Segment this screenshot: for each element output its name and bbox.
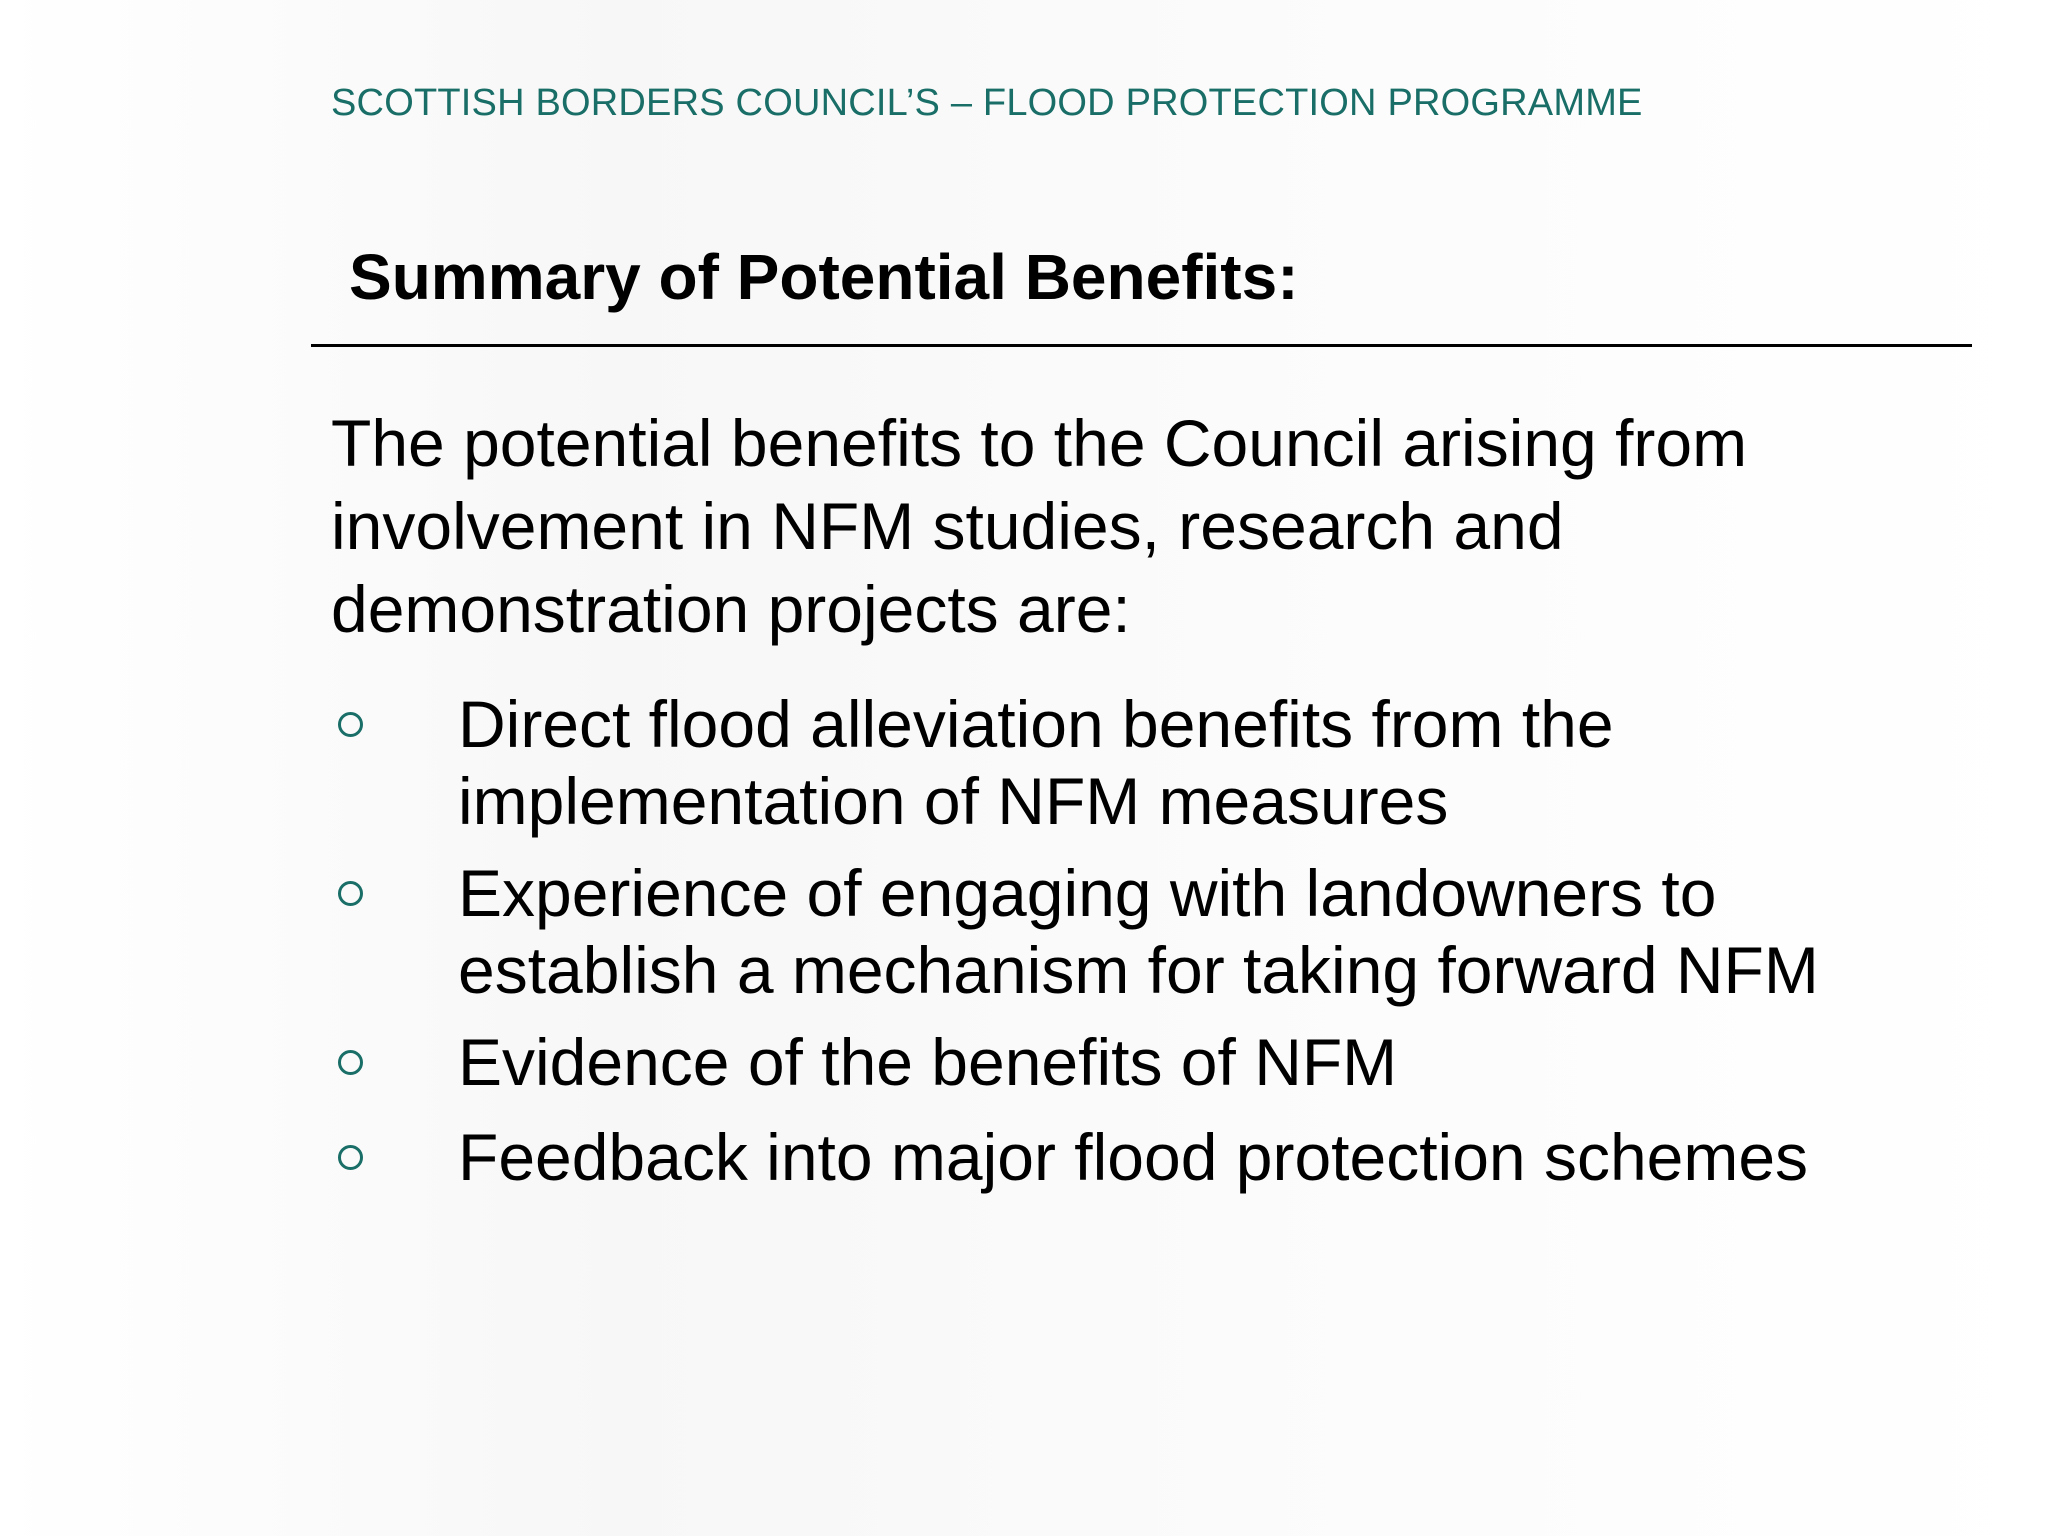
hollow-circle-bullet-icon <box>338 712 363 737</box>
list-item <box>331 686 1971 840</box>
hollow-circle-bullet-icon <box>338 881 363 906</box>
list-item-text: Feedback into major flood protection schemes <box>458 1120 1809 1194</box>
list-item <box>331 1119 1971 1196</box>
list-item <box>331 1024 1971 1101</box>
benefits-list <box>331 686 1971 1211</box>
intro-paragraph: The potential benefits to the Council arising from involvement in NFM studies, research and demonstration projects are: <box>331 406 1748 646</box>
title-divider <box>311 344 1972 347</box>
list-item-text: Direct flood alleviation benefits from the implementation of NFM measures <box>458 687 1614 838</box>
list-item-text: Experience of engaging with landowners to establish a mechanism for taking forward NFM <box>458 856 1819 1007</box>
programme-header: SCOTTISH BORDERS COUNCIL’S – FLOOD PROTECTION PROGRAMME <box>331 82 1643 124</box>
hollow-circle-bullet-icon <box>338 1145 363 1170</box>
list-item <box>331 855 1971 1009</box>
list-item-text: Evidence of the benefits of NFM <box>458 1025 1398 1099</box>
slide-title: Summary of Potential Benefits: <box>349 241 1299 313</box>
hollow-circle-bullet-icon <box>338 1050 363 1075</box>
